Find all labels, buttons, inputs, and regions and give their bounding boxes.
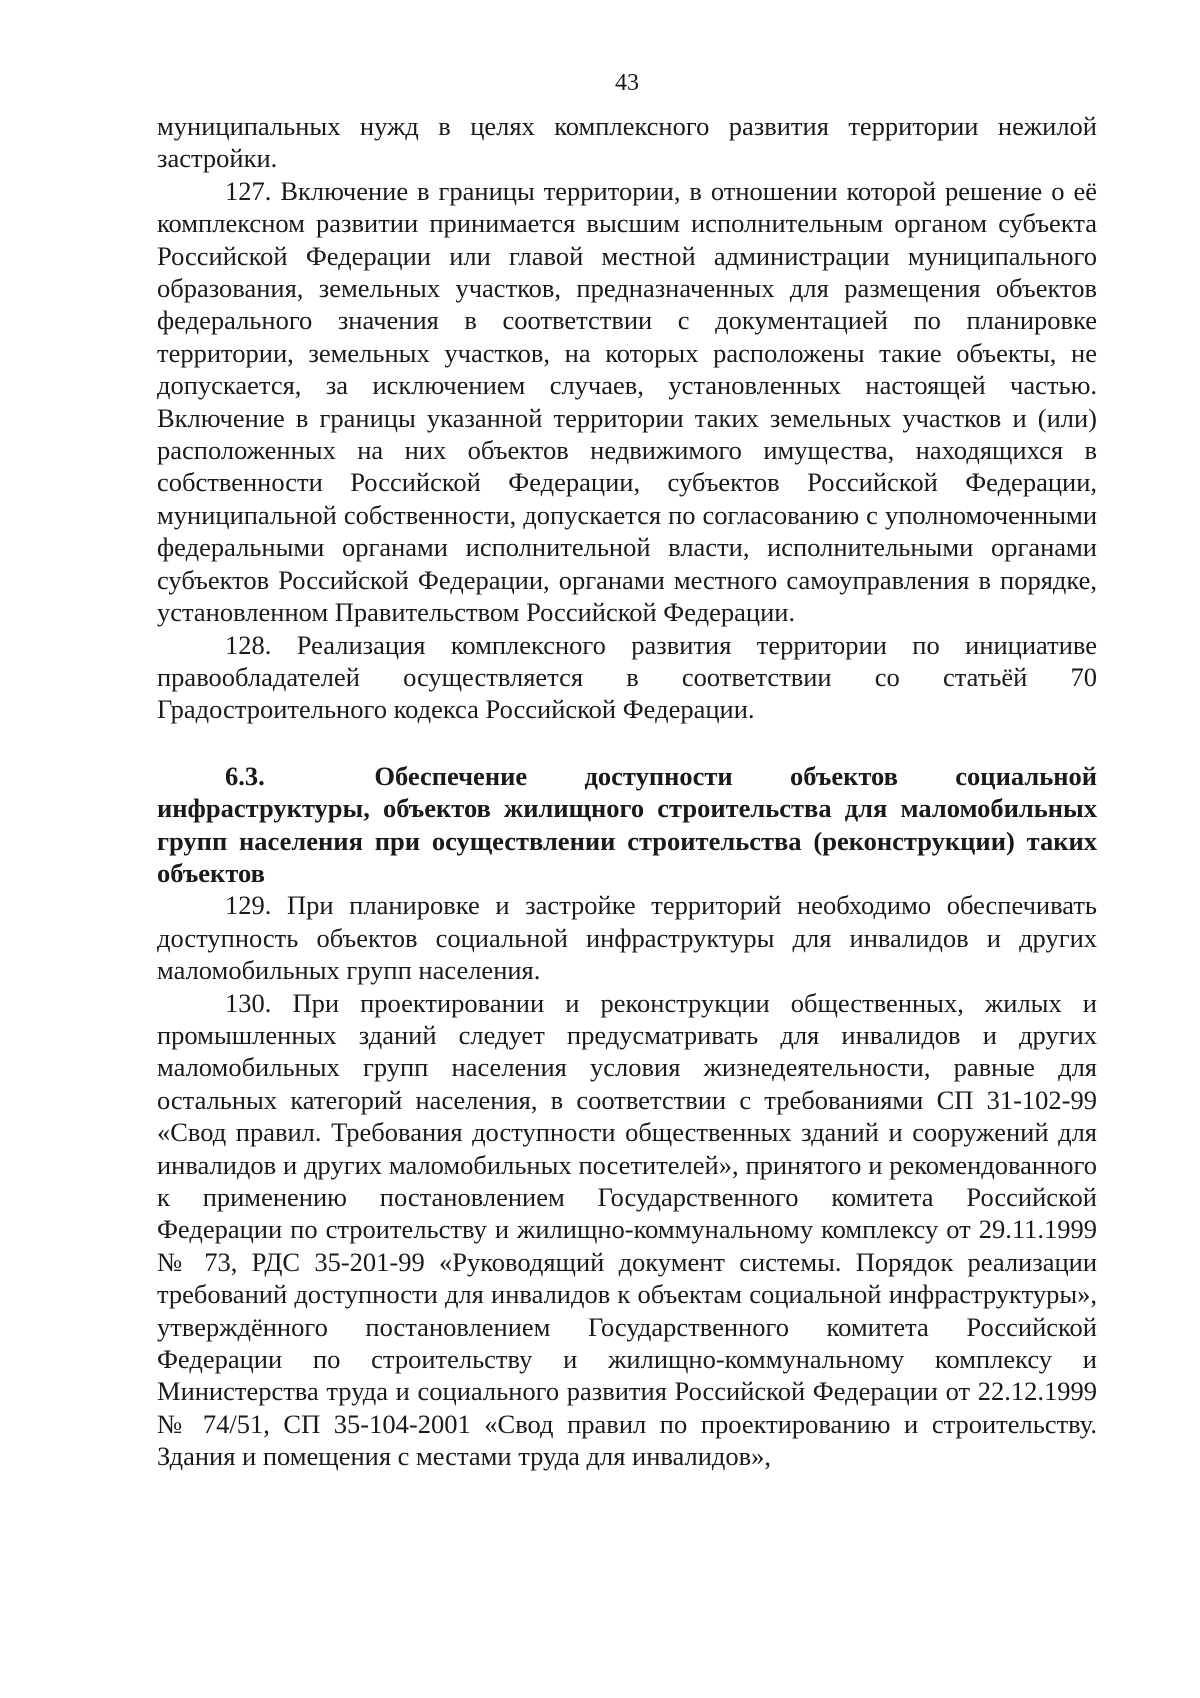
section-title: Обеспечение доступности объектов социальной инфраструктуры, объектов жилищного строительства для маломобильных групп населения при осуществлении строительства (реконструкции) таких объектов: [157, 760, 1097, 888]
paragraph-128: 128. Реализация комплексного развития территории по инициативе правообладателей осуществляется в соответствии со статьёй 70 Градостроительного кодекса Российской Федерации.: [157, 629, 1097, 725]
paragraph-continuation: муниципальных нужд в целях комплексного развития территории нежилой застройки.: [157, 111, 1097, 174]
page-number: 43: [615, 70, 639, 96]
section-number: 6.3.: [225, 760, 265, 791]
section-heading: [157, 760, 1097, 890]
paragraph-129: 129. При планировке и застройке территорий необходимо обеспечивать доступность объектов социальной инфраструктуры для инвалидов и других маломобильных групп населения.: [157, 890, 1097, 986]
document-page: [157, 66, 1097, 1473]
paragraph-130: 130. При проектировании и реконструкции общественных, жилых и промышленных зданий следует предусматривать для инвалидов и других маломобильных групп населения условия жизнедеятельности, равные для остальных категорий населения, в соответствии с требованиями СП 31-102-99 «Свод правил. Требования доступности общественных зданий и сооружений для инвалидов и других маломобильных посетителей», принятого и рекомендованного к применению постановлением Государственного комитета Российской Федерации по строительству и жилищно-коммунальному комплексу от 29.11.1999 № 73, РДС 35-201-99 «Руководящий документ системы. Порядок реализации требований доступности для инвалидов к объектам социальной инфраструктуры», утверждённого постановлением Государственного комитета Российской Федерации по строительству и жилищно-коммунальному комплексу и Министерства труда и социального развития Российской Федерации от 22.12.1999 № 74/51, СП 35-104-2001 «Свод правил по проектированию и строительству. Здания и помещения с местами труда для инвалидов»,: [157, 987, 1097, 1472]
paragraph-127: 127. Включение в границы территории, в отношении которой решение о её комплексном развитии принимается высшим исполнительным органом субъекта Российской Федерации или главой местной администрации муниципального образования, земельных участков, предназначенных для размещения объектов федерального значения в соответствии с документацией по планировке территории, земельных участков, на которых расположены такие объекты, не допускается, за исключением случаев, установленных настоящей частью. Включение в границы указанной территории таких земельных участков и (или) расположенных на них объектов недвижимого имущества, находящихся в собственности Российской Федерации, субъектов Российской Федерации, муниципальной собственности, допускается по согласованию с уполномоченными федеральными органами исполнительной власти, исполнительными органами субъектов Российской Федерации, органами местного самоуправления в порядке, установленном Правительством Российской Федерации.: [157, 175, 1097, 628]
